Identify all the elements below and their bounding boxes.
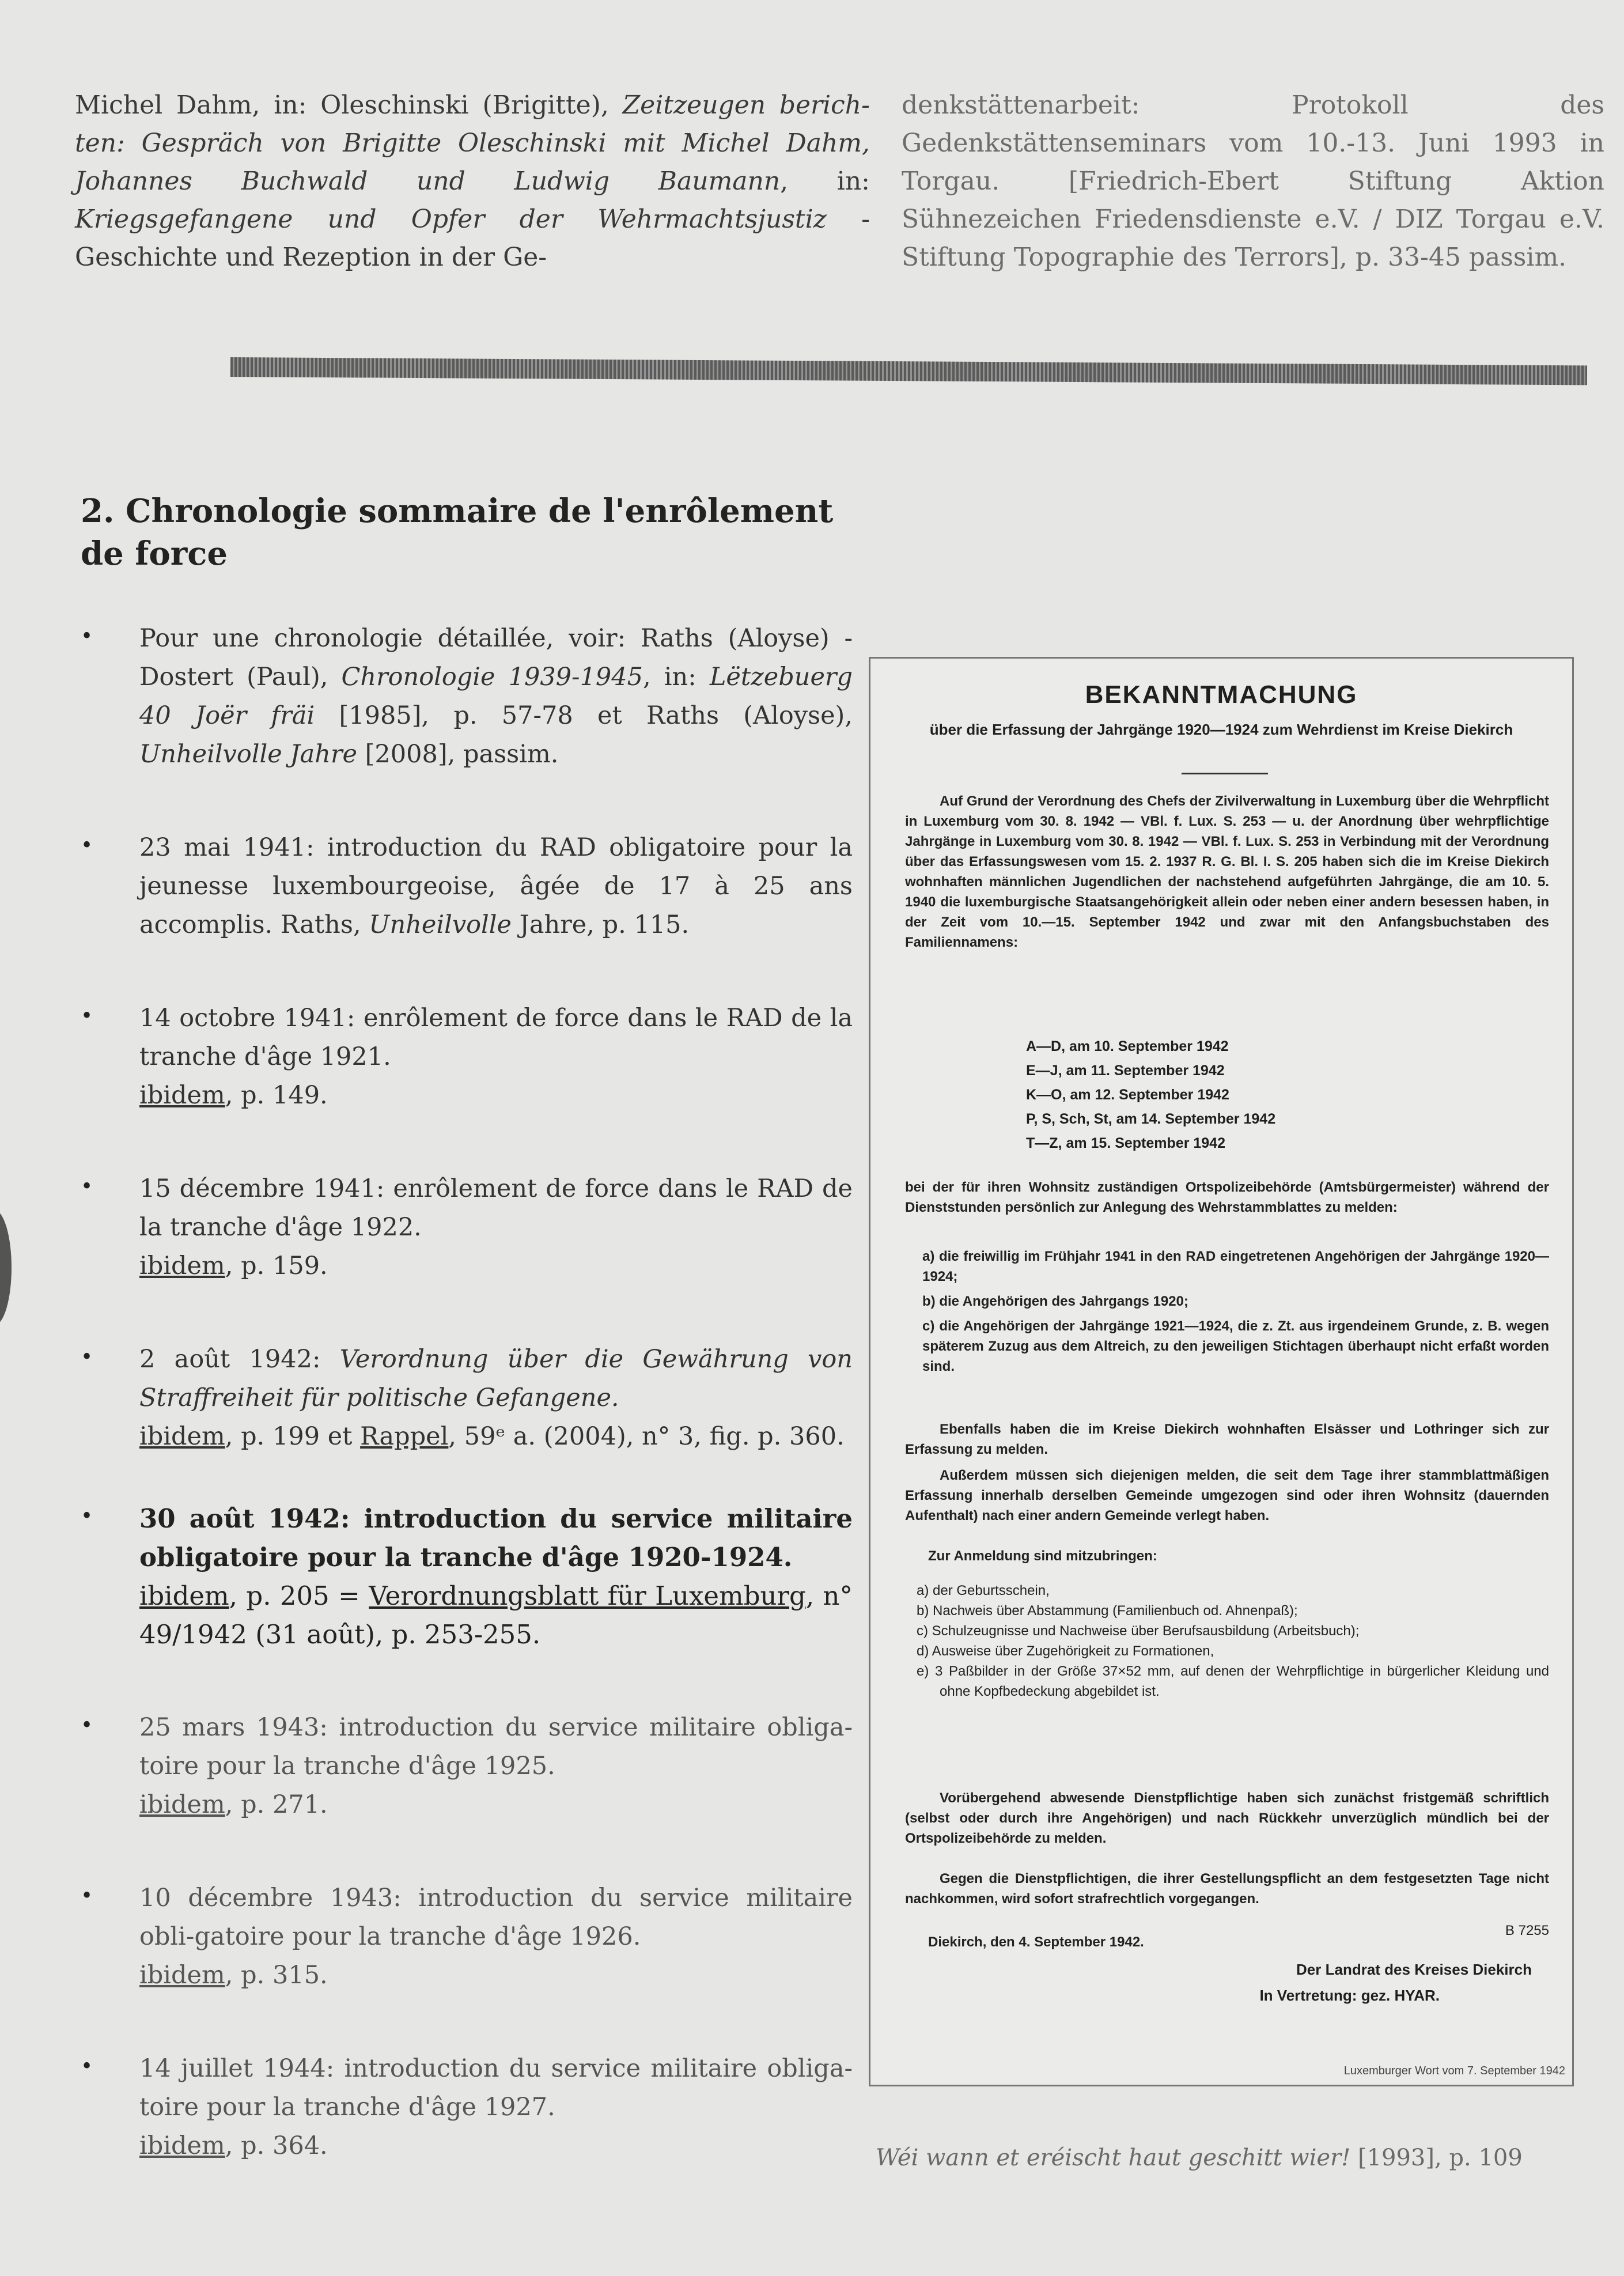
chronology-fragment: 15 décembre 1941: enrôlement de force dans le RAD de la tranche d'âge 1922. [139, 1174, 853, 1242]
bullet-marker: • [81, 1504, 93, 1528]
reference-text-left [75, 86, 870, 277]
notice-title: BEKANNTMACHUNG [1085, 680, 1358, 709]
chronology-fragment: 10 décembre 1943: introduction du service militaire obli-gatoire pour la tranche d'âge 1926. [139, 1884, 853, 1951]
notice-bring-list [917, 1581, 1549, 1702]
chronology-fragment: , p. 364. [225, 2131, 328, 2160]
bullet-marker: • [81, 1175, 93, 1199]
notice-elsass: Ebenfalls haben die im Kreise Diekirch wohnhaften Elsässer und Lothringer sich zur Erfassung zu melden. [905, 1421, 1549, 1457]
notice-bring-item: e) 3 Paßbilder in der Größe 37×52 mm, auf denen der Wehrpflichtige in bürgerlicher Kleidung und ohne Kopfbedeckung abgebildet ist. [917, 1663, 1549, 1699]
chronology-text [139, 1499, 853, 1654]
reference-fragment: - Geschichte und Rezeption in der Ge- [75, 205, 870, 272]
chronology-text [139, 1879, 853, 1995]
notice-group-item: b) die Angehörigen des Jahrgangs 1920; [922, 1294, 1188, 1309]
notice-voruebergehend: Vorübergehend abwesende Dienstpflichtige haben sich zunächst fristgemäß schriftlich (selbst oder durch ihre Angehörigen) und nach Rückkehr unverzüglich mündlich bei der Ortspolizeibehörde zu melden. [905, 1790, 1549, 1846]
newspaper-notice-image [869, 657, 1574, 2086]
chronology-fragment: 14 juillet 1944: introduction du service militaire obliga-toire pour la tranche d'âge 1927. [139, 2054, 853, 2122]
reference-fragment: Kriegsgefangene und Opfer der Wehrmachtsjustiz [75, 205, 827, 234]
notice-subtitle: über die Erfassung der Jahrgänge 1920—1924 zum Wehrdienst im Kreise Diekirch [929, 721, 1513, 738]
notice-source: Luxemburger Wort vom 7. September 1942 [1343, 2065, 1565, 2077]
decorative-rule [230, 357, 1587, 385]
notice-gegen: Gegen die Dienstpflichtigen, die ihrer Gestellungspflicht an dem festgesetzten Tage nicht nachkommen, wird sofort strafrechtlich vorgegangen. [905, 1871, 1549, 1907]
chronology-fragment: , p. 315. [225, 1961, 328, 1990]
chronology-fragment: , p. 271. [225, 1790, 328, 1819]
chronology-item [81, 1879, 853, 1995]
notice-date-line: P, S, Sch, St, am 14. September 1942 [1026, 1111, 1276, 1127]
notice-reporting-text: bei der für ihren Wohnsitz zuständigen Ortspolizeibehörde (Amtsbürgermeister) während der Dienststunden persönlich zur Anlegung des Wehrstammblattes zu melden: [905, 1179, 1549, 1215]
chronology-item [81, 1170, 853, 1286]
bullet-marker: • [81, 1884, 93, 1908]
chronology-item [81, 619, 853, 774]
chronology-fragment: [2008], passim. [357, 740, 559, 769]
chronology-fragment: Unheilvolle [369, 910, 512, 939]
reference-text-right: denkstättenarbeit: Protokoll des Gedenkstättenseminars vom 10.-13. Juni 1993 in Torgau. [Friedrich-Ebert Stiftung Aktion Sühnezeichen Friedensdienste e.V. / DIZ Torgau e.V. Stiftung Topographie des Terrors], p. 33-45 passim. [902, 90, 1604, 272]
notice-intro: Auf Grund der Verordnung des Chefs der Zivilverwaltung in Luxemburg über die Wehrpflicht in Luxemburg vom 30. 8. 1942 — VBl. f. Lux. S. 253 — u. der Anordnung über wehrpflichtige Jahrgänge in Luxemburg vom 30. 8. 1942 — VBl. f. Lux. S. 253 in Verbindung mit der Verordnung über das Erfassungswesen vom 15. 2. 1937 R. G. Bl. I. S. 205 haben sich die im Kreise Diekirch wohnhaften männlichen Jugendlichen der nachstehend aufgeführten Jahrgänge, die am 10. 5. 1940 die luxemburgische Staatsangehörigkeit allein oder neben einer andern besessen haben, in der Zeit vom 10.—15. September 1942 und zwar mit den Anfangsbuchstaben des Familiennamens: [905, 793, 1549, 950]
chronology-fragment: Jahre, p. 115. [512, 910, 690, 939]
citation-reference: ibidem [139, 1790, 225, 1819]
reference-fragment: Zeitzeugen berich-ten: Gespräch von Brigitte Oleschinski mit Michel Dahm, Johannes Buchwald und Ludwig Baumann [75, 90, 870, 196]
chronology-text [139, 1340, 853, 1456]
bullet-marker: • [81, 1714, 93, 1737]
citation-reference: ibidem [139, 1252, 225, 1280]
chronology-item [81, 1340, 853, 1456]
chronology-item [81, 1708, 853, 1824]
chronology-text [139, 2050, 853, 2165]
chronology-item [81, 829, 853, 944]
notice-ref: B 7255 [1505, 1923, 1549, 1938]
notice-bring-item: a) der Geburtsschein, [917, 1583, 1050, 1598]
chronology-fragment: , p. 199 et [225, 1422, 361, 1451]
chronology-fragment: Verordnung über die Gewährung von Straffreiheit für politische Gefangene. [139, 1345, 853, 1412]
chronology-fragment: 14 octobre 1941: enrôlement de force dans le RAD de la tranche d'âge 1921. [139, 1004, 853, 1071]
chronology-fragment: 30 août 1942: introduction du service militaire obligatoire pour la tranche d'âge 1920-1924. [139, 1503, 853, 1572]
figure-caption [876, 2145, 1523, 2171]
notice-date-line: A—D, am 10. September 1942 [1026, 1038, 1229, 1054]
notice-date-line: K—O, am 12. September 1942 [1026, 1087, 1229, 1103]
chronology-fragment: , n° 49/1942 (31 août), p. 253-255. [139, 1581, 853, 1650]
chronology-fragment: , p. 159. [225, 1252, 328, 1280]
notice-bring-item: b) Nachweis über Abstammung (Familienbuch od. Ahnenpaß); [917, 1603, 1298, 1619]
chronology-fragment: Unheilvolle Jahre [139, 740, 357, 769]
chronology-fragment: 23 mai 1941: introduction du RAD obligatoire pour la jeunesse luxembourgeoise, âgée de 17 à 25 ans accomplis. Raths, [139, 833, 853, 939]
notice-group-item: c) die Angehörigen der Jahrgänge 1921—1924, die z. Zt. aus irgendeinem Grunde, z. B. wegen späterem Zuzug aus dem Altreich, zu den jeweiligen Stichtagen überhaupt nicht erfaßt worden sind. [922, 1318, 1549, 1374]
bullet-marker: • [81, 1345, 93, 1369]
chronology-fragment: , 59ᵉ a. (2004), n° 3, fig. p. 360. [448, 1422, 845, 1451]
chronology-item [81, 1499, 853, 1654]
chronology-item [81, 999, 853, 1115]
chronology-text [139, 829, 853, 944]
bullet-marker: • [81, 1004, 93, 1028]
chronology-text [139, 1708, 853, 1824]
chronology-fragment: [1985], p. 57-78 et Raths (Aloyse), [315, 701, 853, 730]
caption-rest: [1993], p. 109 [1350, 2145, 1523, 2171]
bullet-marker: • [81, 834, 93, 857]
chronology-fragment: 2 août 1942: [139, 1345, 340, 1374]
section-heading: 2. Chronologie sommaire de l'enrôlement de force [81, 492, 834, 573]
chronology-fragment: , p. 149. [225, 1081, 328, 1110]
reference-fragment: Michel Dahm, in: Oleschinski (Brigitte), [75, 90, 623, 120]
notice-place-date: Diekirch, den 4. September 1942. [928, 1934, 1144, 1950]
notice-signatory: Der Landrat des Kreises Diekirch [1296, 1961, 1532, 1978]
bullet-marker: • [81, 625, 93, 648]
chronology-item [81, 2050, 853, 2165]
notice-divider [1182, 773, 1268, 774]
notice-ausserdem: Außerdem müssen sich diejenigen melden, die seit dem Tage ihrer stammblattmäßigen Erfassung innerhalb derselben Gemeinde umgezogen sind oder ihren Wohnsitz (dauernden Aufenthalt) nach einer andern Gemeinde verlegt haben. [905, 1468, 1549, 1523]
notice-bring-item: c) Schulzeugnisse und Nachweise über Berufsausbildung (Arbeitsbuch); [917, 1623, 1360, 1639]
chronology-fragment: 25 mars 1943: introduction du service militaire obliga-toire pour la tranche d'âge 1925. [139, 1713, 853, 1780]
chronology-list [81, 619, 853, 2165]
citation-reference: ibidem [139, 1422, 225, 1451]
citation-reference: Rappel [360, 1422, 449, 1451]
notice-date-line: T—Z, am 15. September 1942 [1026, 1135, 1225, 1151]
chronology-fragment: Chronologie 1939-1945 [341, 663, 643, 691]
caption-title: Wéi wann et eréischt haut geschitt wier! [876, 2145, 1351, 2171]
citation-reference: ibidem [139, 1581, 229, 1611]
chronology-fragment: Lëtzebuerg 40 Joër fräi [139, 663, 853, 730]
notice-group-item: a) die freiwillig im Frühjahr 1941 in den RAD eingetretenen Angehörigen der Jahrgänge 1920—1924; [922, 1249, 1549, 1284]
chronology-fragment: , in: [643, 663, 710, 691]
citation-reference: ibidem [139, 1961, 225, 1990]
chronology-fragment: , p. 205 = [229, 1581, 369, 1611]
citation-reference: Verordnungsblatt für Luxemburg [369, 1581, 806, 1611]
notice-signatory-deputy: In Vertretung: gez. HYAR. [1259, 1987, 1440, 2004]
chronology-text [139, 1170, 853, 1286]
chronology-text [139, 619, 853, 774]
bullet-marker: • [81, 2055, 93, 2078]
reference-fragment: , in: [780, 167, 870, 196]
citation-reference: ibidem [139, 1081, 225, 1110]
page-edge-shadow [0, 1210, 12, 1325]
notice-bring-item: d) Ausweise über Zugehörigkeit zu Formationen, [917, 1643, 1214, 1659]
notice-groups [922, 1246, 1549, 1381]
notice-bring-heading: Zur Anmeldung sind mitzubringen: [928, 1548, 1157, 1564]
notice-dates [1026, 1034, 1275, 1155]
chronology-fragment: Pour une chronologie détaillée, voir: Raths (Aloyse) - Dostert (Paul), [139, 624, 853, 691]
citation-reference: ibidem [139, 2131, 225, 2160]
chronology-text [139, 999, 853, 1115]
notice-date-line: E—J, am 11. September 1942 [1026, 1063, 1225, 1079]
